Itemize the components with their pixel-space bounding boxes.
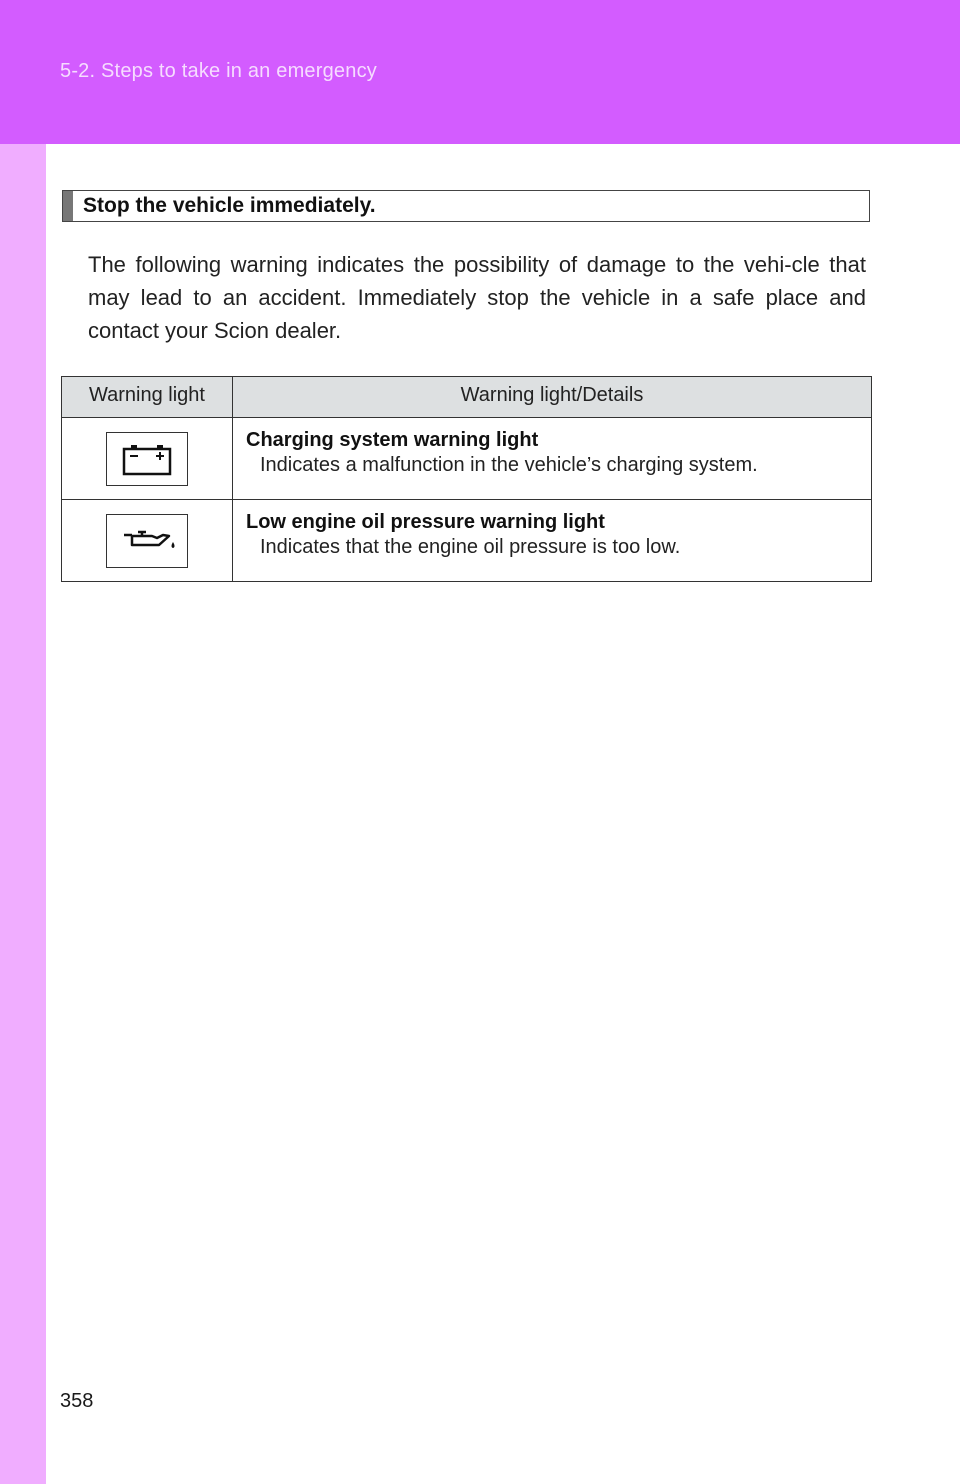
warning-description: Indicates that the engine oil pressure is too low. <box>260 536 681 558</box>
section-heading-title: Stop the vehicle immediately. <box>83 194 376 217</box>
warning-title: Charging system warning light <box>246 429 539 451</box>
detail-cell <box>233 418 872 500</box>
detail-cell <box>233 500 872 582</box>
warning-title: Low engine oil pressure warning light <box>246 511 605 533</box>
heading-bar <box>63 191 73 221</box>
table-row <box>62 418 872 500</box>
side-strip <box>0 144 46 1484</box>
oil-can-icon <box>106 514 188 568</box>
battery-icon <box>106 432 188 486</box>
warning-light-table <box>61 376 872 582</box>
header-band <box>0 0 960 144</box>
table-header-row <box>62 377 872 418</box>
column-header-details: Warning light/Details <box>233 377 872 418</box>
section-heading <box>62 190 870 222</box>
warning-description: Indicates a malfunction in the vehicle’s charging system. <box>260 454 758 476</box>
intro-paragraph: The following warning indicates the possibility of damage to the vehi-cle that may lead to an accident. Immediately stop the vehicle in a safe place and contact your Scion dealer. <box>88 252 866 343</box>
column-header-warning-light: Warning light <box>62 377 233 418</box>
icon-cell <box>62 500 233 582</box>
table-row <box>62 500 872 582</box>
icon-cell <box>62 418 233 500</box>
chapter-title: 5-2. Steps to take in an emergency <box>60 60 377 82</box>
page-number: 358 <box>60 1390 94 1412</box>
